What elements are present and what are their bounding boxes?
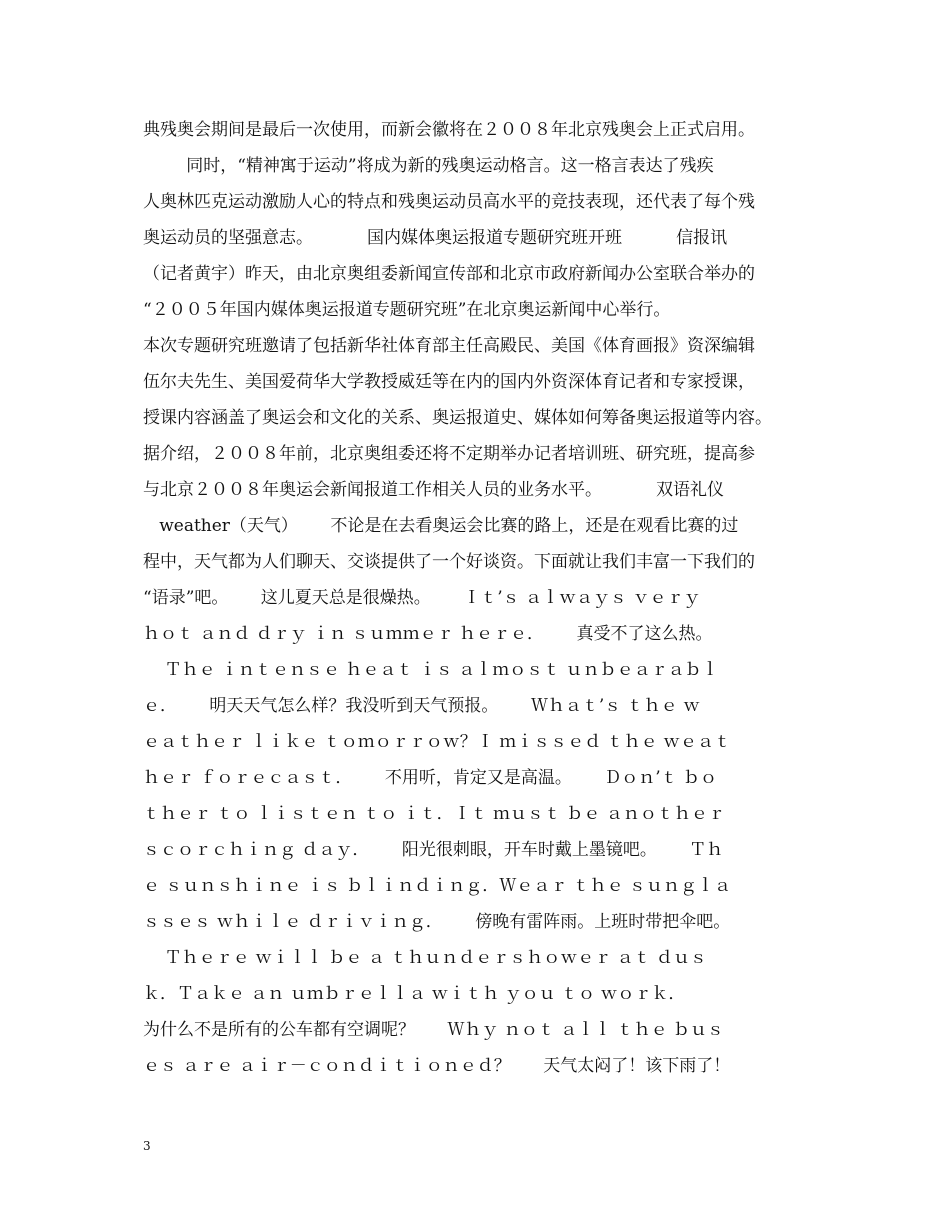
text-line: ｔｈｅｒ ｔｏ ｌｉｓｔｅｎ ｔｏ ｉｔ．Ｉｔ ｍｕｓｔ ｂｅ ａｎｏｔｈｅｒ xyxy=(143,804,725,824)
text-line: 人奥林匹克运动激励人心的特点和残奥运动员高水平的竞技表现，还代表了每个残 xyxy=(143,192,755,212)
text-line: ｅｓ ａｒｅ ａｉｒ－ｃｏｎｄｉｔｉｏｎｅｄ？ 天气太闷了！该下雨了！ xyxy=(143,1056,731,1076)
text-line: “语录”吧。 这儿夏天总是很燥热。 Ｉｔ’ｓ ａｌｗａｙｓ ｖｅｒｙ xyxy=(143,588,701,608)
text-line: 奥运动员的坚强意志。 国内媒体奥运报道专题研究班开班 信报讯 xyxy=(143,228,728,248)
text-line: 程中，天气都为人们聊天、交谈提供了一个好谈资。下面就让我们丰富一下我们的 xyxy=(143,552,755,572)
text-line: ｋ．Ｔａｋｅ ａｎ ｕｍｂｒｅｌｌａ ｗｉｔｈ ｙｏｕ ｔｏ ｗｏｒｋ． xyxy=(143,984,686,1004)
text-line: Ｔｈｅ ｉｎｔｅｎｓｅ ｈｅａｔ ｉｓ ａｌｍｏｓｔ ｕｎｂｅａｒａｂｌ xyxy=(143,660,719,680)
text-line: ｈｏｔ ａｎｄ ｄｒｙ ｉｎ ｓｕｍｍｅｒ ｈｅｒｅ． 真受不了这么热。 xyxy=(143,624,713,644)
text-line: 典残奥会期间是最后一次使用，而新会徽将在２００８年北京残奥会上正式启用。 xyxy=(143,120,755,140)
text-line: 同时，“精神寓于运动”将成为新的残奥运动格言。这一格言表达了残疾 xyxy=(143,156,714,176)
text-line: weather（天气） 不论是在去看奥运会比赛的路上，还是在观看比赛的过 xyxy=(143,516,739,536)
text-line: ｓｃｏｒｃｈｉｎｇ ｄａｙ． 阳光很刺眼，开车时戴上墨镜吧。 Ｔｈ xyxy=(143,840,724,860)
text-line: ｈｅｒ ｆｏｒｅｃａｓｔ． 不用听，肯定又是高温。 Ｄｏｎ’ｔ ｂｏ xyxy=(143,768,718,788)
text-line: Ｔｈｅｒｅ ｗｉｌｌ ｂｅ ａ ｔｈｕｎｄｅｒｓｈｏｗｅｒ ａｔ ｄｕｓ xyxy=(143,948,708,968)
text-line: 为什么不是所有的公车都有空调呢？ Ｗｈｙ ｎｏｔ ａｌｌ ｔｈｅ ｂｕｓ xyxy=(143,1020,725,1040)
text-line: ｅ． 明天天气怎么样？我没听到天气预报。 Ｗｈａｔ’ｓ ｔｈｅ ｗ xyxy=(143,696,701,716)
text-line: 伍尔夫先生、美国爱荷华大学教授威廷等在内的国内外资深体育记者和专家授课， xyxy=(143,372,755,392)
text-line: ｓｓｅｓ ｗｈｉｌｅ ｄｒｉｖｉｎｇ． 傍晚有雷阵雨。上班时带把伞吧。 xyxy=(143,912,731,932)
text-line: （记者黄宇）昨天，由北京奥组委新闻宣传部和北京市政府新闻办公室联合举办的 xyxy=(143,264,755,284)
text-line: 授课内容涵盖了奥运会和文化的关系、奥运报道史、媒体如何筹备奥运报道等内容。 xyxy=(143,408,772,428)
text-line: “２００５年国内媒体奥运报道专题研究班”在北京奥运新闻中心举行。 xyxy=(143,300,671,320)
text-line: 据介绍，２００８年前，北京奥组委还将不定期举办记者培训班、研究班，提高参 xyxy=(143,444,755,464)
text-line: 本次专题研究班邀请了包括新华社体育部主任高殿民、美国《体育画报》资深编辑 xyxy=(143,336,755,356)
text-line: 与北京２００８年奥运会新闻报道工作相关人员的业务水平。 双语礼仪 xyxy=(143,480,725,500)
page-number: 3 xyxy=(143,1139,151,1153)
text-line: ｅ ｓｕｎｓｈｉｎｅ ｉｓ ｂｌｉｎｄｉｎｇ．Ｗｅａｒ ｔｈｅ ｓｕｎｇｌａ xyxy=(143,876,732,896)
text-line: ｅａｔｈｅｒ ｌｉｋｅ ｔｏｍｏｒｒｏｗ？Ｉ ｍｉｓｓｅｄ ｔｈｅ ｗｅａｔ xyxy=(143,732,732,752)
